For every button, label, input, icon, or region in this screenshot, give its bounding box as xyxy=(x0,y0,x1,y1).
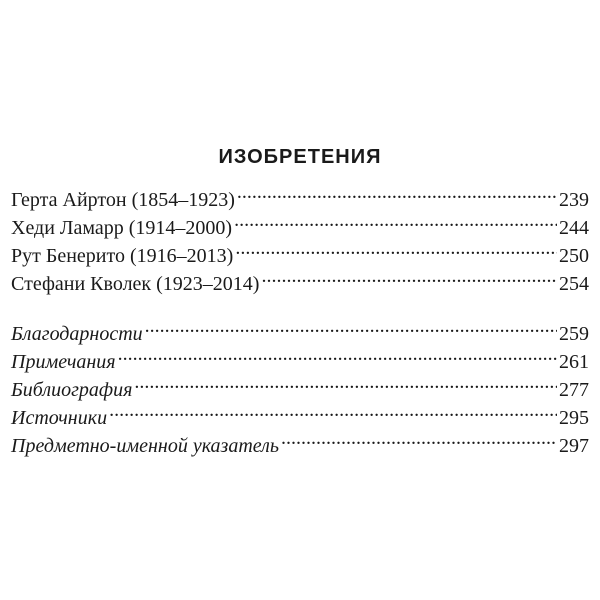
toc-back-matter-entry xyxy=(11,312,589,345)
dot-leader xyxy=(281,424,557,452)
toc-entry-title: Примечания xyxy=(11,351,116,373)
toc-entries-list xyxy=(11,178,589,295)
dot-leader xyxy=(235,234,557,262)
dot-leader xyxy=(234,206,557,234)
dot-leader xyxy=(118,340,557,368)
dot-leader xyxy=(134,368,557,396)
toc-entry-page: 297 xyxy=(559,435,589,457)
toc-entry-title: Предметно-именной указатель xyxy=(11,435,280,457)
toc-entry-page: 295 xyxy=(559,407,589,429)
toc-entry-page: 244 xyxy=(559,217,589,239)
section-title: ИЗОБРЕТЕНИЯ xyxy=(218,146,382,168)
toc-entry-title: Благодарности xyxy=(11,323,143,345)
dot-leader xyxy=(261,262,557,290)
toc-entry-page: 261 xyxy=(559,351,589,373)
toc-entry-title: Библиография xyxy=(11,379,133,401)
dot-leader xyxy=(109,396,557,424)
dot-leader xyxy=(237,178,557,206)
toc-entry-page: 250 xyxy=(559,245,589,267)
toc-entry-page: 254 xyxy=(559,273,589,295)
toc-entry-page: 277 xyxy=(559,379,589,401)
toc-entry-title: Хеди Ламарр (1914–2000) xyxy=(11,217,233,239)
toc-entry-page: 259 xyxy=(559,323,589,345)
toc-entry-page: 239 xyxy=(559,189,589,211)
toc-entry-title: Герта Айртон (1854–1923) xyxy=(11,189,235,211)
dot-leader xyxy=(145,312,557,340)
toc-entry-title: Рут Бенерито (1916–2013) xyxy=(11,245,234,267)
toc-entry xyxy=(11,178,589,211)
toc-entry-title: Стефани Кволек (1923–2014) xyxy=(11,273,260,295)
toc-back-matter-list xyxy=(11,312,589,457)
toc-entry-title: Источники xyxy=(11,407,108,429)
